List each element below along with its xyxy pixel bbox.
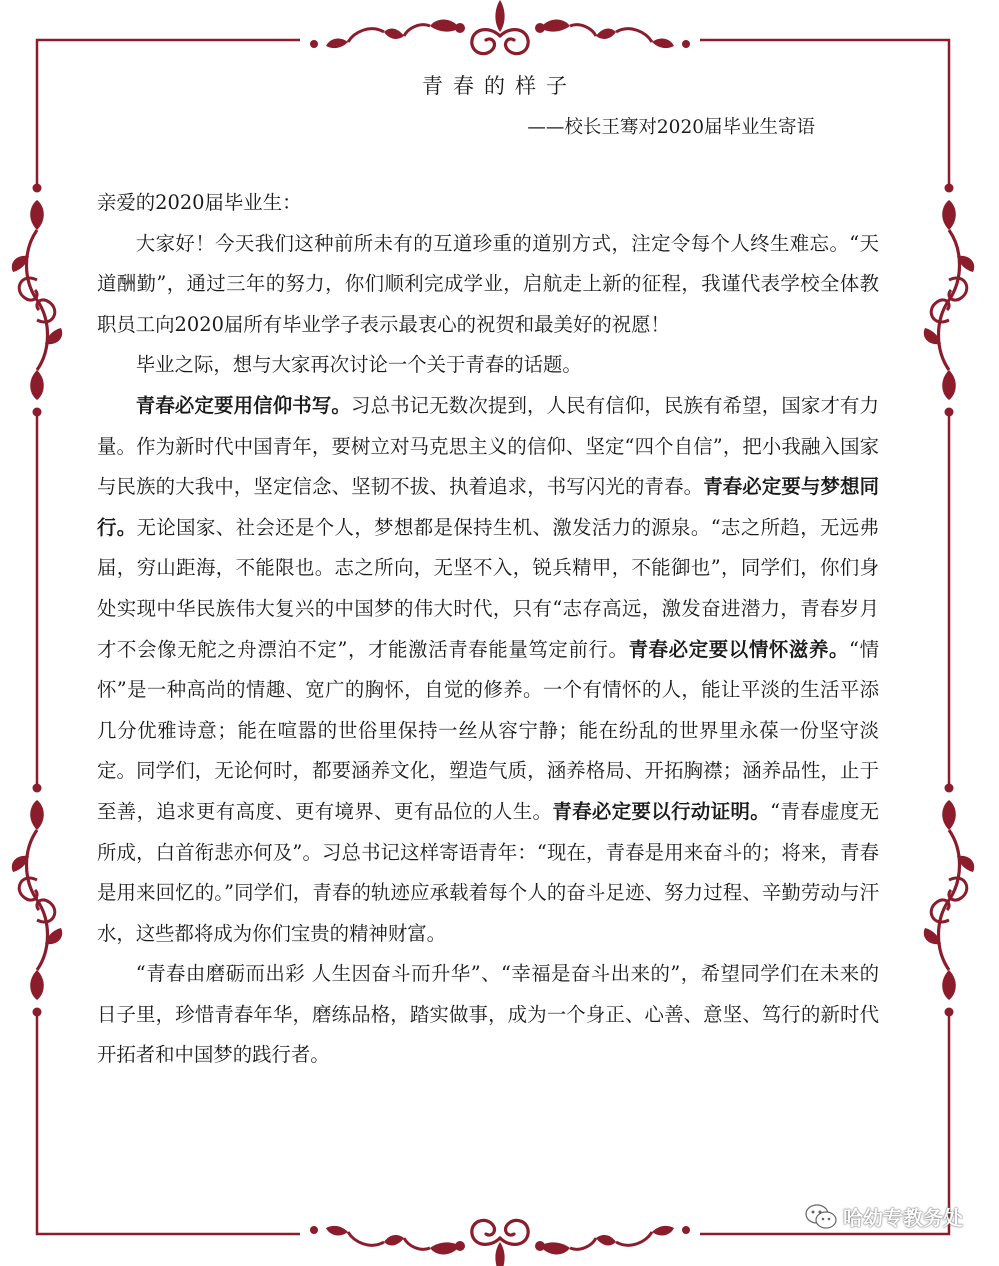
wechat-icon bbox=[805, 1204, 837, 1230]
paragraph-list bbox=[97, 224, 879, 1076]
bold-heading: 青春必定要与梦想同行。 bbox=[97, 475, 880, 539]
salutation: 亲爱的2020届毕业生： bbox=[97, 191, 302, 214]
paragraph bbox=[97, 954, 879, 1076]
bold-heading: 青春必定要以情怀滋养。 bbox=[628, 637, 850, 661]
paragraph-text: 习总书记无数次提到，人民有信仰，民族有希望，国家才有力量。作为新时代中国青年，要树立对马克思主义的信仰、坚定“四个自信”，把小我融入国家与民族的大我中，坚定信念、坚韧不拔、执着追求，书写闪光的青春。 bbox=[97, 393, 879, 499]
paragraph-text: “情怀”是一种高尚的情趣、宽广的胸怀，自觉的修养。一个有情怀的人，能让平淡的生活平添几分优雅诗意；能在喧嚣的世俗里保持一丝从容宁静；能在纷乱的世界里永葆一份坚守淡定。同学们，无论何时，都要涵养文化，塑造气质，涵养格局、开拓胸襟；涵养品性，止于至善，追求更有高度、更有境界、更有品位的人生。 bbox=[97, 637, 879, 823]
paragraph bbox=[97, 386, 879, 954]
bold-heading: 青春必定要以行动证明。 bbox=[552, 799, 771, 823]
paragraph-text: 毕业之际，想与大家再次讨论一个关于青春的话题。 bbox=[135, 353, 582, 377]
paragraph-text: 大家好！今天我们这种前所未有的互道珍重的道别方式，注定令每个人终生难忘。“天道酬勤”，通过三年的努力，你们顺利完成学业，启航走上新的征程，我谨代表学校全体教职员工向2020届所有毕业学子表示最衷心的祝贺和最美好的祝愿！ bbox=[97, 231, 879, 336]
paragraph-text: “青春虚度无所成，白首衔悲亦何及”。习总书记这样寄语青年：“现在，青春是用来奋斗的；将来，青春是用来回忆的。”同学们，青春的轨迹应承载着每个人的奋斗足迹、努力过程、辛勤劳动与汗水，这些都将成为你们宝贵的精神财富。 bbox=[97, 799, 879, 945]
paragraph-text: “青春由磨砺而出彩 人生因奋斗而升华”、“幸福是奋斗出来的”，希望同学们在未来的日子里，珍惜青春年华，磨练品格，踏实做事，成为一个身正、心善、意坚、笃行的新时代开拓者和中国梦的践行者。 bbox=[97, 962, 879, 1067]
paragraph bbox=[97, 345, 879, 386]
paragraph bbox=[97, 224, 879, 346]
paragraph-text: 无论国家、社会还是个人，梦想都是保持生机、激发活力的源泉。“志之所趋，无远弗届，穷山距海，不能限也。志之所向，无坚不入，锐兵精甲，不能御也”，同学们，你们身处实现中华民族伟大复兴的中国梦的伟大时代，只有“志存高远，激发奋进潜力，青春岁月才不会像无舵之舟漂泊不定”，才能激活青春能量笃定前行。 bbox=[97, 515, 879, 661]
document-subtitle: ——校长王骞对2020届毕业生寄语 bbox=[527, 117, 815, 138]
document-title: 青春的样子 bbox=[422, 74, 577, 98]
bold-heading: 青春必定要用信仰书写。 bbox=[135, 393, 351, 417]
watermark bbox=[805, 1202, 963, 1231]
letter-body bbox=[97, 183, 879, 1076]
watermark-text: 哈幼专教务处 bbox=[843, 1206, 963, 1230]
